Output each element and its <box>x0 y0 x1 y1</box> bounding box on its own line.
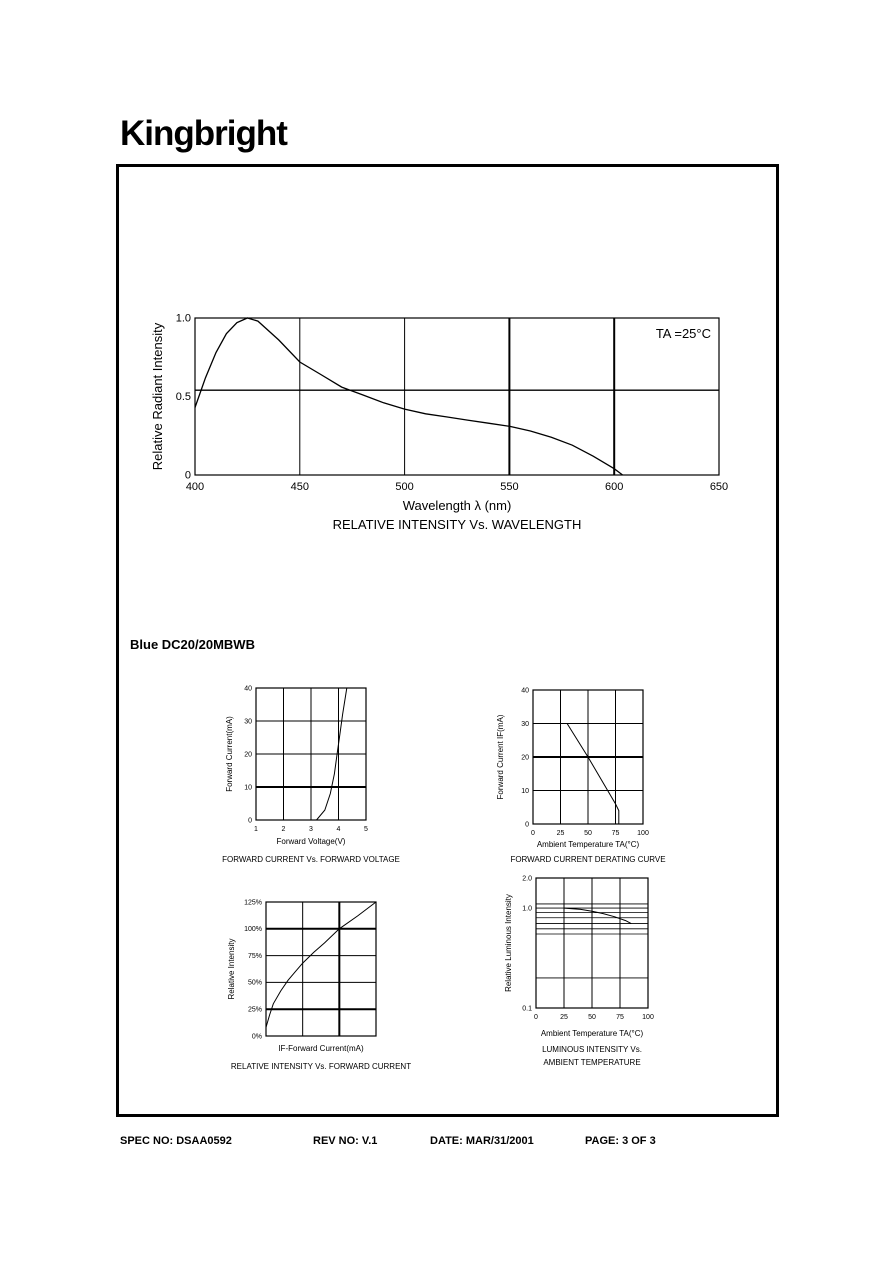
spectrum-annotation: TA =25°C <box>655 326 711 341</box>
derating-x-tick-label: 75 <box>611 830 620 837</box>
iv-x-tick-label: 2 <box>281 826 286 833</box>
footer-spec: SPEC NO: DSAA0592 <box>120 1135 232 1147</box>
luminous_temperature-title: LUMINOUS INTENSITY Vs. <box>542 1045 642 1054</box>
luminous_temperature-title-line2: AMBIENT TEMPERATURE <box>543 1058 641 1067</box>
intensity_current-x-axis-label: IF-Forward Current(mA) <box>278 1044 364 1053</box>
spectrum-x-axis-label: Wavelength λ (nm) <box>402 498 512 513</box>
luminous_temperature-x-tick-label: 100 <box>642 1014 654 1021</box>
spectrum-x-tick-label: 550 <box>500 481 519 493</box>
derating-x-tick-label: 100 <box>637 830 649 837</box>
spectrum-y-tick-label: 1.0 <box>175 312 191 325</box>
derating-y-tick-label: 20 <box>521 754 529 762</box>
footer-rev: REV NO: V.1 <box>313 1135 378 1147</box>
derating-x-axis-label: Ambient Temperature TA(°C) <box>536 840 640 849</box>
iv-title: FORWARD CURRENT Vs. FORWARD VOLTAGE <box>222 855 400 864</box>
derating-y-tick-label: 10 <box>521 787 529 795</box>
footer-page: PAGE: 3 OF 3 <box>585 1135 656 1147</box>
iv-x-tick-label: 1 <box>254 826 258 833</box>
iv-x-tick-label: 4 <box>336 826 341 833</box>
spectrum-x-tick-label: 600 <box>605 481 624 493</box>
luminous_temperature-x-tick-label: 0 <box>534 1014 538 1021</box>
spectrum-y-tick-label: 0 <box>184 469 191 482</box>
footer-date: DATE: MAR/31/2001 <box>430 1135 534 1147</box>
spectrum-x-tick-label: 400 <box>185 481 205 493</box>
luminous_temperature-x-tick-label: 25 <box>560 1014 568 1021</box>
luminous_temperature-y-axis-label: Relative Luminous Intensity <box>504 894 513 992</box>
spectrum-x-tick-label: 500 <box>395 481 414 493</box>
intensity_current-y-tick-label: 100% <box>244 926 262 934</box>
intensity_current-y-tick-label: 75% <box>247 952 262 960</box>
iv-x-tick-label: 3 <box>309 826 313 833</box>
derating-y-tick-label: 30 <box>521 720 529 728</box>
iv-y-tick-label: 30 <box>244 718 252 726</box>
iv-y-tick-label: 0 <box>248 817 252 825</box>
spectrum-x-tick-label: 450 <box>290 481 309 493</box>
derating-x-tick-label: 0 <box>531 830 535 837</box>
luminous_temperature-x-tick-label: 50 <box>588 1014 596 1021</box>
iv-y-tick-label: 40 <box>244 685 252 693</box>
derating-y-tick-label: 0 <box>525 821 529 829</box>
derating-x-tick-label: 50 <box>584 830 592 837</box>
luminous_temperature-y-tick-label: 0.1 <box>522 1005 532 1013</box>
intensity_current-y-tick-label: 25% <box>247 1006 262 1014</box>
derating-y-axis-label: Forward Current IF(mA) <box>496 714 505 800</box>
intensity_current-y-tick-label: 125% <box>244 899 262 907</box>
luminous_temperature-y-tick-label: 1.0 <box>522 905 532 913</box>
luminous_temperature-x-tick-label: 75 <box>616 1014 624 1021</box>
spectrum-y-axis-label: Relative Radiant Intensity <box>150 322 165 471</box>
product-label: Blue DC20/20MBWB <box>130 637 255 652</box>
iv-x-tick-label: 5 <box>364 826 368 833</box>
intensity_current-y-tick-label: 50% <box>247 979 262 987</box>
luminous_temperature-series-line <box>564 908 631 924</box>
spectrum-x-tick-label: 650 <box>709 481 729 493</box>
derating-x-tick-label: 25 <box>556 830 565 837</box>
iv-y-tick-label: 20 <box>244 751 252 759</box>
brand-logo: Kingbright <box>120 114 287 153</box>
intensity_current-title: RELATIVE INTENSITY Vs. FORWARD CURRENT <box>230 1062 412 1071</box>
derating-title: FORWARD CURRENT DERATING CURVE <box>510 855 666 864</box>
iv-y-axis-label: Forward Current(mA) <box>225 716 234 792</box>
iv-y-tick-label: 10 <box>244 784 252 792</box>
derating-y-tick-label: 40 <box>521 687 529 695</box>
iv-x-axis-label: Forward Voltage(V) <box>276 837 346 846</box>
intensity_current-y-tick-label: 0% <box>251 1033 262 1041</box>
intensity_current-y-axis-label: Relative Intensity <box>227 938 236 1000</box>
luminous_temperature-y-tick-label: 2.0 <box>522 875 532 883</box>
luminous_temperature-x-axis-label: Ambient Temperature TA(°C) <box>540 1029 644 1038</box>
spectrum-title: RELATIVE INTENSITY Vs. WAVELENGTH <box>332 517 582 532</box>
spectrum-y-tick-label: 0.5 <box>175 391 191 404</box>
